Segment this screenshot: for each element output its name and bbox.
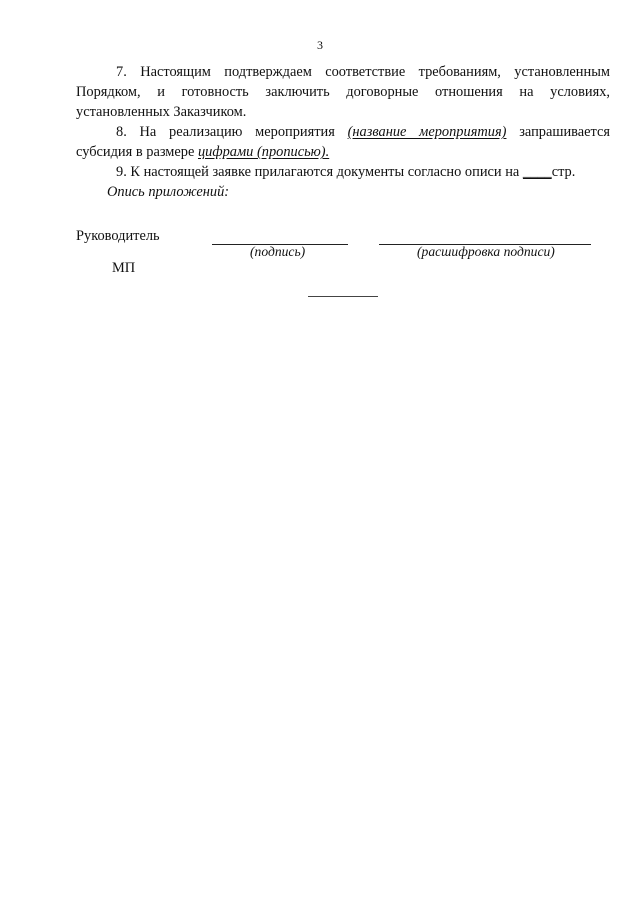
end-divider — [308, 296, 378, 297]
paragraph-8-middle: запрашивается субсидия в размере — [76, 124, 611, 160]
signature-block — [76, 228, 610, 276]
paragraph-9-start: 9. К настоящей заявке прилагаются документы согласно описи на — [116, 164, 523, 180]
paragraph-8 — [76, 122, 610, 162]
inventory-heading: Опись приложений: — [107, 184, 230, 200]
page-count-blank: ____ — [522, 164, 552, 180]
event-name-placeholder: (название мероприятия) — [347, 124, 507, 140]
subsidy-amount-placeholder: цифрами (прописью). — [197, 144, 330, 160]
paragraph-8-start: 8. На реализацию мероприятия — [116, 124, 348, 140]
role-label: Руководитель — [76, 228, 160, 244]
page-number: 3 — [317, 38, 323, 52]
paragraph-9-end: стр. — [551, 164, 576, 180]
stamp-label: МП — [112, 260, 136, 276]
paragraph-7: 7. Настоящим подтверждаем соответствие требованиям, установленным Порядком, и готовность заключить договорные отношения на условиях, установленных Заказчиком. — [76, 64, 610, 120]
signature-caption: (подпись) — [250, 244, 306, 259]
decoding-caption: (расшифровка подписи) — [417, 244, 555, 259]
application-body — [76, 62, 610, 202]
paragraph-9 — [76, 162, 610, 182]
